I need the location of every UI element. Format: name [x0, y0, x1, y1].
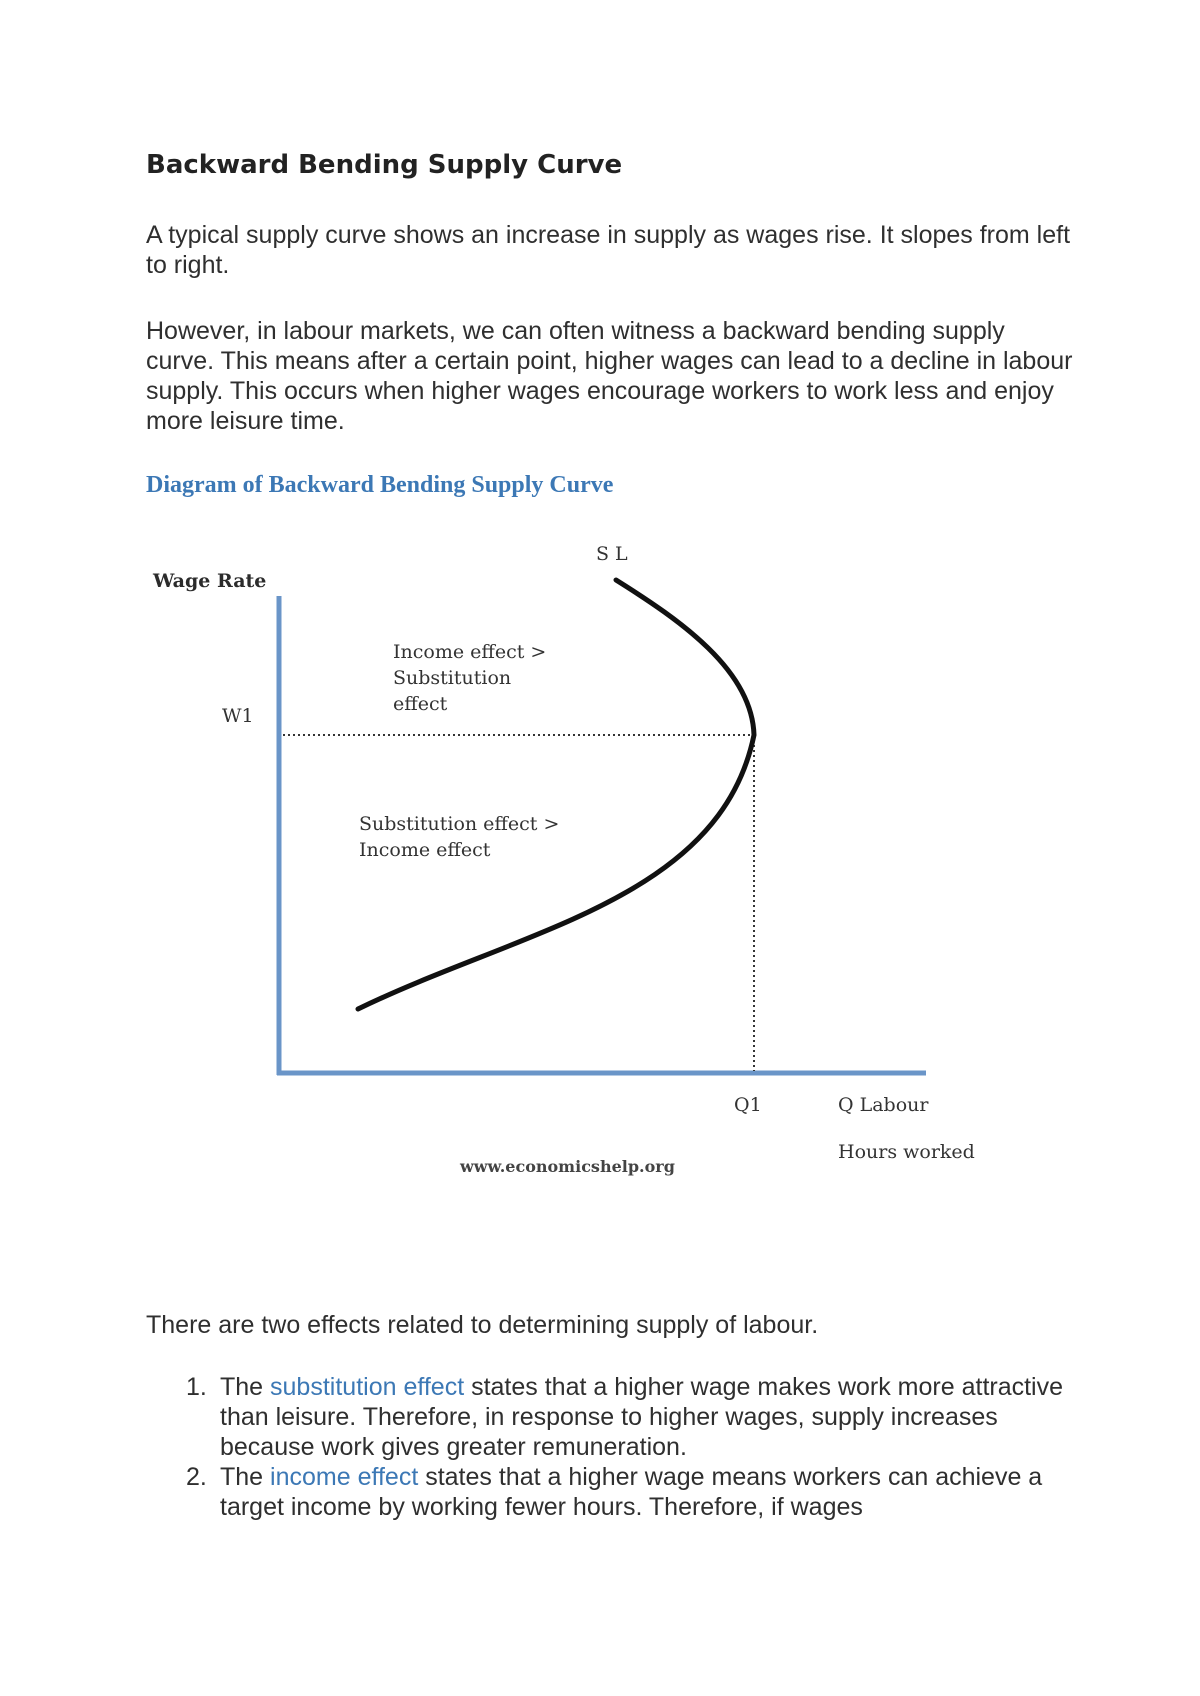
list-item [146, 1462, 1076, 1522]
list-number: 2. [186, 1463, 207, 1491]
intro-paragraph: A typical supply curve shows an increase in supply as wages rise. It slopes from left to right. [146, 221, 1071, 279]
backward-bending-paragraph: However, in labour markets, we can often witness a backward bending supply curve. This means after a certain point, higher wages can lead to a decline in labour supply. This occurs when higher wages encourage workers to work less and enjoy more leisure time. [146, 317, 1073, 435]
list-number: 1. [186, 1373, 207, 1401]
supply-curve-diagram [0, 520, 1200, 1180]
effects-intro-paragraph: There are two effects related to determining supply of labour. [146, 1311, 819, 1339]
list-prefix: The [220, 1373, 271, 1401]
list-prefix: The [220, 1463, 271, 1491]
income-effect-link[interactable]: income effect [270, 1463, 419, 1491]
list-text: states that a higher wage makes work more attractive than leisure. Therefore, in response to higher wages, supply increases because work gives greater remuneration. [220, 1373, 1064, 1461]
list-item [146, 1372, 1076, 1462]
page-title: Backward Bending Supply Curve [146, 150, 623, 180]
lower-region-label-line1: Substitution effect > [359, 813, 560, 835]
w1-label: W1 [222, 705, 254, 727]
upper-region-label-line3: effect [393, 693, 448, 715]
effects-list [146, 1372, 1076, 1522]
q1-label: Q1 [734, 1094, 762, 1116]
upper-region-label-line2: Substitution [393, 667, 512, 689]
x-axis-sublabel: Hours worked [838, 1141, 975, 1163]
y-axis-label: Wage Rate [153, 570, 267, 592]
list-text: states that a higher wage means workers can achieve a target income by working fewer hours. Therefore, if wages [220, 1463, 1043, 1521]
x-axis-label: Q Labour [838, 1094, 929, 1116]
source-label: www.economicshelp.org [460, 1157, 675, 1176]
diagram-heading: Diagram of Backward Bending Supply Curve [146, 472, 614, 498]
substitution-effect-link[interactable]: substitution effect [270, 1373, 465, 1401]
lower-region-label-line2: Income effect [359, 839, 491, 861]
curve-label: S L [596, 543, 628, 565]
upper-region-label-line1: Income effect > [393, 641, 547, 663]
